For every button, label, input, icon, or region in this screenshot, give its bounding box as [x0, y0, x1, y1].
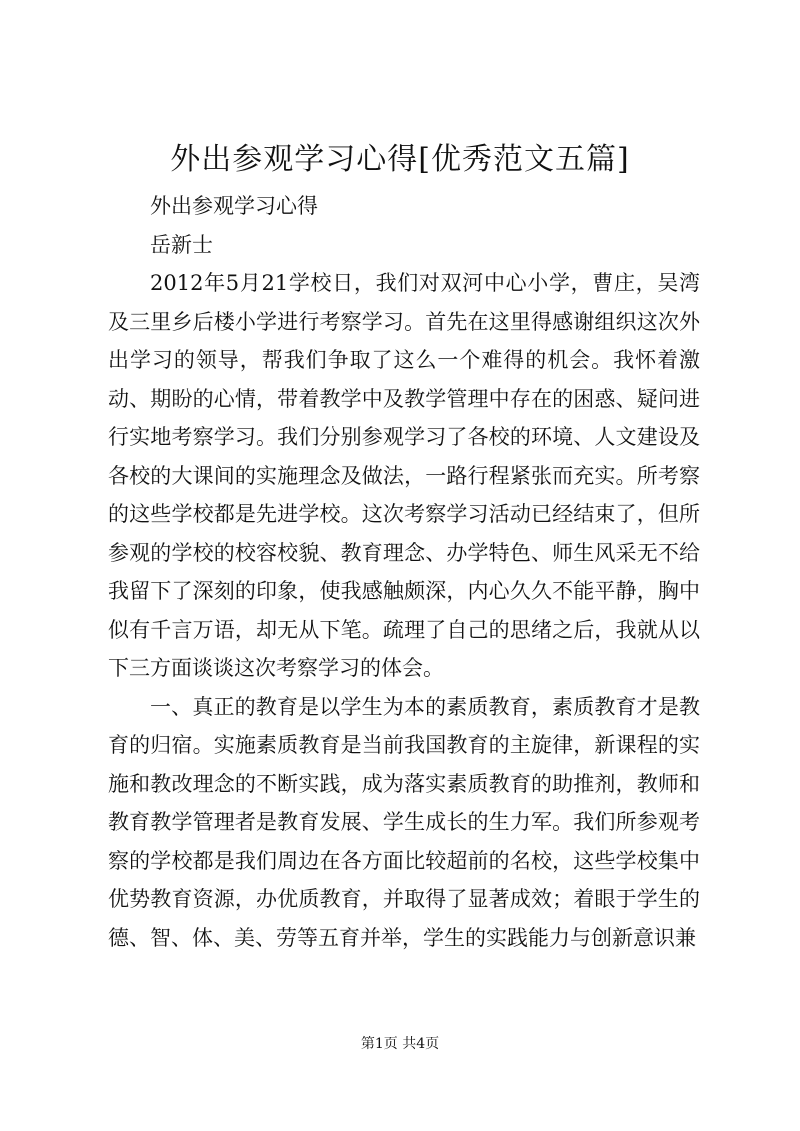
author-name: 岳新士	[150, 232, 213, 257]
document-title: 外出参观学习心得[优秀范文五篇]	[170, 142, 630, 177]
body-paragraph-point-one: 一、真正的教育是以学生为本的素质教育，素质教育才是教育的归宿。实施素质教育是当前我国教育的主旋律，新课程的实施和教改理念的不断实践，成为落实素质教育的助推剂，教师和教育教学管理者是教育发展、学生成长的生力军。我们所参观考察的学校都是我们周边在各方面比较超前的名校，这些学校集中优势教育资源，办优质教育，并取得了显著成效；着眼于学生的德、智、体、美、劳等五育并举，学生的实践能力与创新意识兼	[108, 694, 700, 950]
body-paragraph-intro: 2012年5月21学校日，我们对双河中心小学，曹庄，吴湾及三里乡后楼小学进行考察学习。首先在这里得感谢组织这次外出学习的领导，帮我们争取了这么一个难得的机会。我怀着激动、期盼的心情，带着教学中及教学管理中存在的困惑、疑问进行实地考察学习。我们分别参观学习了各校的环境、人文建设及各校的大课间的实施理念及做法，一路行程紧张而充实。所考察的这些学校都是先进学校。这次考察学习活动已经结束了，但所参观的学校的校容校貌、教育理念、办学特色、师生风采无不给我留下了深刻的印象，使我感触颇深，内心久久不能平静，胸中似有千言万语，却无从下笔。疏理了自己的思绪之后，我就从以下三方面谈谈这次考察学习的体会。	[108, 271, 700, 680]
section-heading: 外出参观学习心得	[150, 194, 318, 218]
document-body	[108, 187, 700, 957]
page-number-footer: 第1页 共4页	[360, 1036, 440, 1052]
